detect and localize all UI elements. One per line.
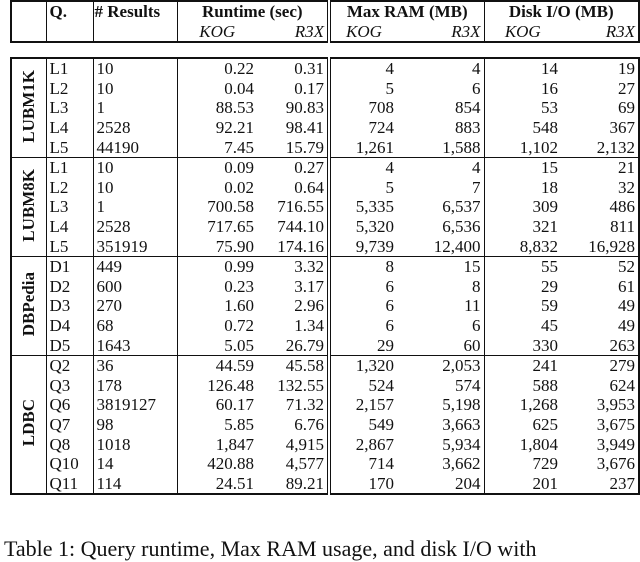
table-cell: 1,261 — [329, 137, 397, 157]
table-cell: 24.51 — [177, 473, 257, 494]
table-cell: L3 — [46, 98, 93, 118]
table-cell: 27 — [618, 78, 635, 98]
results-table — [10, 57, 640, 495]
table-header — [10, 0, 640, 43]
table-cell: 16 — [484, 79, 561, 99]
table-cell: D3 — [46, 296, 93, 316]
table-cell: L1 — [46, 157, 93, 177]
table-cell: 92.21 — [177, 118, 257, 138]
table-cell: 71.32 — [285, 395, 324, 415]
table-caption: Table 1: Query runtime, Max RAM usage, and disk I/O with — [4, 536, 537, 561]
table-cell: Q10 — [46, 454, 93, 474]
table-cell: 367 — [609, 118, 635, 138]
table-row — [11, 157, 639, 177]
table-cell: 1018 — [93, 434, 177, 454]
table-cell: 44190 — [93, 137, 177, 157]
table-row — [11, 473, 639, 494]
group-label-text: LUBM1K — [19, 69, 39, 143]
table-cell: 8 — [329, 256, 397, 276]
table-row — [11, 335, 639, 355]
table-cell: 49 — [618, 316, 635, 336]
table-cell: 2.96 — [294, 296, 324, 316]
table-cell: 204 — [455, 473, 481, 493]
table-row — [11, 197, 639, 217]
table-cell: 60 — [463, 335, 481, 355]
table-cell: 524 — [329, 376, 397, 396]
table-cell: 98 — [93, 415, 177, 435]
table-cell: 0.64 — [294, 177, 324, 197]
table-cell: 12,400 — [433, 236, 481, 256]
table-cell: 8,832 — [484, 236, 561, 256]
table-cell: 588 — [484, 376, 561, 396]
table-cell: D1 — [46, 256, 93, 276]
table-cell: 1,320 — [329, 355, 397, 375]
table-cell: 1.60 — [177, 296, 257, 316]
table-cell: 3.17 — [294, 276, 324, 296]
group-label — [11, 157, 46, 256]
table-cell: 3,675 — [596, 414, 635, 434]
header-runtime-r3x: R3X — [294, 21, 324, 41]
table-cell: L5 — [46, 137, 93, 157]
table-cell: 0.22 — [177, 58, 257, 79]
table-cell: 3819127 — [93, 395, 177, 415]
table-cell: 351919 — [93, 236, 177, 256]
table-cell: L4 — [46, 217, 93, 237]
table-cell: 8 — [472, 276, 481, 296]
table-cell: 6 — [329, 316, 397, 336]
table-cell: 0.72 — [177, 316, 257, 336]
table-cell: 321 — [484, 217, 561, 237]
table-cell: 744.10 — [277, 217, 324, 237]
table-cell: 6,537 — [442, 197, 481, 217]
table-cell: 4,577 — [285, 454, 324, 474]
table-cell: 6,536 — [442, 217, 481, 237]
table-cell: 0.02 — [177, 178, 257, 198]
table-row — [11, 316, 639, 336]
table-cell: 26.79 — [285, 335, 324, 355]
table-cell: 90.83 — [285, 98, 324, 118]
table-cell: 19 — [618, 59, 635, 79]
table-cell: 89.21 — [285, 473, 324, 493]
table-cell: Q2 — [46, 355, 93, 375]
table-row — [11, 395, 639, 415]
table-cell: 18 — [484, 178, 561, 198]
table-cell: 330 — [484, 335, 561, 355]
table-cell: 10 — [93, 58, 177, 79]
table-row — [11, 415, 639, 435]
table-cell: 44.59 — [177, 355, 257, 375]
table-cell: 4 — [329, 157, 397, 177]
table-cell: 241 — [484, 355, 561, 375]
table-cell: 98.41 — [285, 118, 324, 138]
table-cell: 5,320 — [329, 217, 397, 237]
table-cell: 1 — [93, 98, 177, 118]
table-row — [11, 98, 639, 118]
table-cell: 4 — [329, 58, 397, 79]
table-cell: 6 — [329, 296, 397, 316]
table-cell: 2,053 — [397, 355, 484, 375]
table-cell: 624 — [609, 375, 635, 395]
header-runtime: Runtime (sec) — [177, 1, 329, 22]
table-cell: 5.85 — [177, 415, 257, 435]
table-cell: 10 — [93, 79, 177, 99]
table-cell: 126.48 — [177, 376, 257, 396]
table-cell: 29 — [329, 335, 397, 355]
table-cell: 729 — [484, 454, 561, 474]
table-cell: 0.09 — [177, 157, 257, 177]
table-row — [11, 58, 639, 79]
table-cell: 3,949 — [596, 434, 635, 454]
group-label — [11, 256, 46, 355]
table-row — [11, 178, 639, 198]
table-cell: 201 — [484, 473, 561, 494]
table-cell: 708 — [329, 98, 397, 118]
table-cell: 549 — [329, 415, 397, 435]
table-cell: 717.65 — [177, 217, 257, 237]
table-cell: 883 — [455, 118, 481, 138]
table-cell: 3,663 — [442, 414, 481, 434]
table-cell: 2528 — [93, 118, 177, 138]
table-row — [11, 454, 639, 474]
table-cell: 3,676 — [596, 454, 635, 474]
table-cell: 178 — [93, 376, 177, 396]
table-cell: 625 — [484, 415, 561, 435]
table-row — [11, 355, 639, 375]
table-cell: 9,739 — [329, 236, 397, 256]
table-cell: 1643 — [93, 335, 177, 355]
table-cell: 10 — [93, 157, 177, 177]
table-cell: 170 — [329, 473, 397, 494]
header-disk-kog: KOG — [484, 22, 561, 43]
table-cell: 75.90 — [177, 236, 257, 256]
table-cell: 6 — [472, 316, 481, 336]
table-cell: 5.05 — [177, 335, 257, 355]
table-cell: D5 — [46, 335, 93, 355]
table-cell: 59 — [484, 296, 561, 316]
table-cell: 32 — [618, 177, 635, 197]
table-row — [11, 137, 639, 157]
table-cell: 1,102 — [484, 137, 561, 157]
table-cell: 714 — [329, 454, 397, 474]
table-cell: 0.31 — [294, 59, 324, 79]
table-cell: 854 — [455, 98, 481, 118]
table-cell: 5,934 — [442, 434, 481, 454]
table-cell: 7 — [472, 177, 481, 197]
table-row — [11, 296, 639, 316]
table-cell: L3 — [46, 197, 93, 217]
table-cell: 7.45 — [177, 137, 257, 157]
table-cell: 486 — [609, 197, 635, 217]
table-cell: L4 — [46, 118, 93, 138]
header-disk-r3x: R3X — [605, 21, 636, 41]
table-cell: L1 — [46, 58, 93, 79]
table-cell: 4,915 — [285, 434, 324, 454]
group-label-text: LDBC — [19, 398, 39, 447]
table-cell: 811 — [610, 217, 635, 237]
table-cell: 45.58 — [257, 355, 329, 375]
table-cell: 4 — [397, 157, 484, 177]
table-cell: 0.17 — [294, 78, 324, 98]
table-row — [11, 376, 639, 396]
table-cell: 263 — [609, 335, 635, 355]
table-cell: 36 — [93, 355, 177, 375]
table-cell: 237 — [609, 473, 635, 493]
table-cell: 4 — [472, 59, 481, 79]
table-cell: 5 — [329, 79, 397, 99]
group-label — [11, 58, 46, 157]
header-ram-kog: KOG — [329, 22, 397, 43]
table-cell: 548 — [484, 118, 561, 138]
table-cell: 68 — [93, 316, 177, 336]
table-cell: 1,847 — [177, 434, 257, 454]
table-cell: 174.16 — [277, 236, 324, 256]
table-cell: 114 — [93, 473, 177, 494]
table-cell: 3,953 — [596, 395, 635, 415]
header-disk: Disk I/O (MB) — [484, 1, 639, 22]
header-runtime-kog: KOG — [177, 22, 257, 43]
table-cell: 1.34 — [294, 316, 324, 336]
header-ram: Max RAM (MB) — [329, 1, 484, 22]
table-row — [11, 118, 639, 138]
table-cell: 6.76 — [294, 414, 324, 434]
table-cell: 15 — [397, 256, 484, 276]
table-cell: 724 — [329, 118, 397, 138]
table-cell: 2,132 — [596, 137, 635, 157]
table-cell: 5 — [329, 178, 397, 198]
group-label-text: DBPedia — [19, 271, 39, 337]
table-cell: 61 — [618, 276, 635, 296]
group-label-text: LUBM8K — [19, 168, 39, 242]
table-cell: 270 — [93, 296, 177, 316]
table-cell: 449 — [93, 256, 177, 276]
table-cell: 1,588 — [442, 137, 481, 157]
table-cell: 52 — [561, 256, 639, 276]
table-cell: D4 — [46, 316, 93, 336]
table-cell: 55 — [484, 256, 561, 276]
table-cell: L2 — [46, 79, 93, 99]
table-cell: 60.17 — [177, 395, 257, 415]
table-cell: 0.27 — [257, 157, 329, 177]
table-cell: 69 — [618, 98, 635, 118]
table-row — [11, 217, 639, 237]
table-cell: D2 — [46, 277, 93, 297]
table-cell: 2,867 — [329, 434, 397, 454]
table-cell: Q11 — [46, 473, 93, 494]
table-cell: 574 — [455, 375, 481, 395]
table-cell: 16,928 — [588, 236, 635, 256]
table-cell: 45 — [484, 316, 561, 336]
group-label — [11, 355, 46, 494]
table-cell: 10 — [93, 178, 177, 198]
header-ram-r3x: R3X — [451, 21, 481, 41]
table-row — [11, 434, 639, 454]
table-cell: L5 — [46, 236, 93, 256]
table-cell: Q6 — [46, 395, 93, 415]
table-cell: 132.55 — [277, 375, 324, 395]
table-cell: 1,268 — [484, 395, 561, 415]
table-cell: 2528 — [93, 217, 177, 237]
table-cell: 0.23 — [177, 277, 257, 297]
table-cell: 11 — [464, 296, 481, 316]
table-cell: 88.53 — [177, 98, 257, 118]
table-cell: 600 — [93, 277, 177, 297]
table-row — [11, 236, 639, 256]
table-cell: 279 — [561, 355, 639, 375]
table-cell: 15.79 — [285, 137, 324, 157]
table-cell: Q3 — [46, 376, 93, 396]
table-row — [11, 256, 639, 276]
table-cell: 420.88 — [177, 454, 257, 474]
table-cell: 700.58 — [177, 197, 257, 217]
table-cell: 14 — [484, 58, 561, 79]
table-cell: L2 — [46, 178, 93, 198]
table-cell: 0.99 — [177, 256, 257, 276]
table-cell: 1,804 — [484, 434, 561, 454]
table-cell: 3.32 — [257, 256, 329, 276]
table-cell: 5,198 — [442, 395, 481, 415]
header-q: Q. — [46, 1, 93, 22]
table-cell: 53 — [484, 98, 561, 118]
table-cell: 309 — [484, 197, 561, 217]
table-cell: 5,335 — [329, 197, 397, 217]
table-row — [11, 79, 639, 99]
table-cell: 15 — [484, 157, 561, 177]
table-cell: 0.04 — [177, 79, 257, 99]
table-cell: 2,157 — [329, 395, 397, 415]
table-cell: Q7 — [46, 415, 93, 435]
table-row — [11, 277, 639, 297]
table-cell: 3,662 — [442, 454, 481, 474]
table-cell: 1 — [93, 197, 177, 217]
table-cell: 716.55 — [277, 197, 324, 217]
table-cell: 6 — [329, 277, 397, 297]
table-cell: 14 — [93, 454, 177, 474]
table-cell: 49 — [618, 296, 635, 316]
table-cell: 21 — [561, 157, 639, 177]
table-cell: Q8 — [46, 434, 93, 454]
table-cell: 6 — [472, 78, 481, 98]
header-results: # Results — [93, 1, 177, 22]
table-cell: 29 — [484, 277, 561, 297]
